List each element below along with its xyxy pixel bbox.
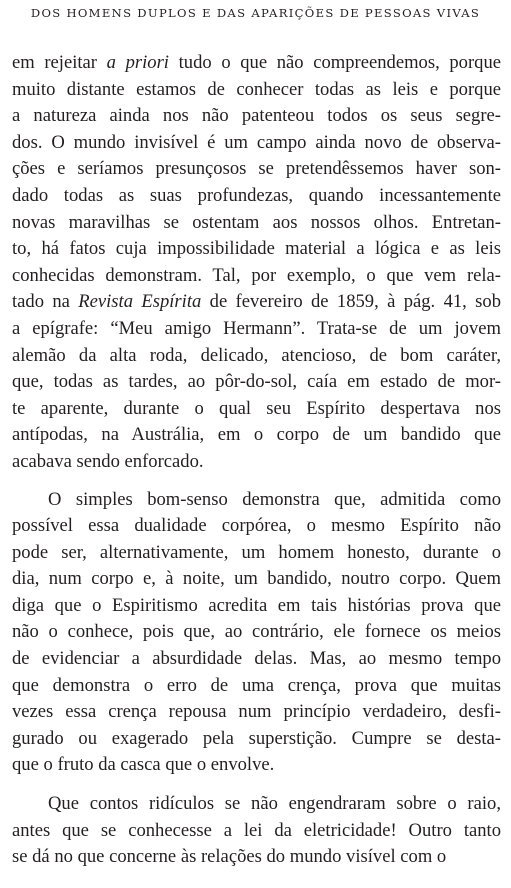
text-line bbox=[12, 646, 501, 673]
text-segment: em rejeitar bbox=[12, 52, 107, 73]
text-line bbox=[12, 487, 501, 514]
text-line bbox=[12, 156, 501, 183]
text-line bbox=[12, 50, 501, 77]
text-line bbox=[12, 818, 501, 845]
text-line bbox=[12, 422, 501, 449]
text-line bbox=[12, 566, 501, 593]
text-line bbox=[12, 236, 501, 263]
text-segment: Que contos ridículos se não engendraram sobre o raio, bbox=[48, 793, 501, 815]
text-segment: não o conhece, pois que, ao contrário, ele fornece os meios bbox=[12, 621, 501, 643]
text-line bbox=[12, 369, 501, 396]
text-segment: dia, num corpo e, à noite, um bandido, noutro corpo. Quem bbox=[12, 568, 501, 590]
text-segment: dos. O mundo invisível é um campo ainda novo de observa- bbox=[12, 131, 501, 153]
text-line bbox=[12, 726, 501, 753]
text-line bbox=[12, 396, 501, 423]
text-segment: te aparente, durante o qual seu Espírito despertava nos bbox=[12, 397, 501, 419]
text-segment: diga que o Espiritismo acredita em tais histórias prova que bbox=[12, 594, 501, 616]
italic-text: Revista Espírita bbox=[78, 291, 202, 313]
text-segment: possível essa dualidade corpórea, o mesmo Espírito não bbox=[12, 515, 501, 537]
text-segment: pode ser, alternativamente, um homem honesto, durante o bbox=[12, 541, 501, 563]
text-line bbox=[12, 289, 501, 316]
text-segment: de evidenciar a absurdidade delas. Mas, ao mesmo tempo bbox=[12, 648, 501, 670]
text-segment: muito distante estamos de conhecer todas as leis e porque bbox=[12, 78, 501, 100]
text-line bbox=[12, 791, 501, 818]
text-segment: tudo o que não compreendemos, porque bbox=[168, 52, 501, 73]
text-segment: se dá no que concerne às relações do mundo visível com o bbox=[12, 846, 447, 868]
running-head: DOS HOMENS DUPLOS E DAS APARIÇÕES DE PESSOAS VIVAS bbox=[30, 6, 481, 20]
text-line bbox=[12, 263, 501, 290]
text-line bbox=[12, 130, 501, 157]
text-segment: a epígrafe: “Meu amigo Hermann”. Trata-se de um jovem bbox=[12, 317, 501, 339]
text-segment: que, todas as tardes, ao pôr-do-sol, caía em estado de mor- bbox=[12, 371, 501, 393]
text-line bbox=[12, 103, 501, 130]
text-segment: ções e seríamos presunçosos se pretendêssemos haver son- bbox=[12, 158, 501, 180]
text-line bbox=[12, 619, 501, 646]
text-segment: de fevereiro de 1859, à pág. 41, sob bbox=[201, 291, 501, 313]
text-segment: conhecidas demonstram. Tal, por exemplo, o que vem rela- bbox=[12, 264, 501, 286]
text-line bbox=[12, 540, 501, 567]
text-segment: a natureza ainda nos não patenteou todos os seus segre- bbox=[12, 105, 501, 127]
text-segment: antípodas, na Austrália, em o corpo de um bandido que bbox=[12, 424, 501, 446]
text-segment: vezes essa crença repousa num princípio verdadeiro, desfi- bbox=[12, 701, 501, 723]
text-segment: acabava sendo enforcado. bbox=[12, 450, 204, 472]
text-line bbox=[12, 183, 501, 210]
text-line bbox=[12, 77, 501, 104]
text-line bbox=[12, 699, 501, 726]
text-segment: tado na bbox=[12, 291, 79, 313]
body-text bbox=[12, 50, 501, 871]
text-line bbox=[12, 752, 501, 779]
text-segment: O simples bom-senso demonstra que, admitida como bbox=[48, 488, 501, 510]
text-segment: antes que se conhecesse a lei da eletricidade! Outro tanto bbox=[12, 819, 501, 841]
text-segment: dado todas as suas profundezas, quando incessantemente bbox=[12, 184, 501, 206]
paragraph-2 bbox=[12, 487, 501, 780]
text-line bbox=[12, 593, 501, 620]
paragraph-1 bbox=[12, 50, 501, 476]
text-line bbox=[12, 449, 501, 476]
paragraph-3 bbox=[12, 791, 501, 871]
text-line bbox=[12, 210, 501, 237]
text-segment: to, há fatos cuja impossibilidade material a lógica e as leis bbox=[12, 238, 501, 260]
text-segment: novas maravilhas se ostentam aos nossos olhos. Entretan- bbox=[12, 211, 501, 233]
text-line bbox=[12, 343, 501, 370]
text-segment: que o fruto da casca que o envolve. bbox=[12, 754, 275, 776]
text-segment: gurado ou exagerado pela superstição. Cumpre se desta- bbox=[12, 727, 501, 749]
text-line bbox=[12, 513, 501, 540]
text-line bbox=[12, 316, 501, 343]
text-line bbox=[12, 844, 501, 871]
text-segment: alemão da alta roda, delicado, atencioso, de bom caráter, bbox=[12, 344, 501, 366]
text-line bbox=[12, 673, 501, 700]
italic-text: a priori bbox=[106, 52, 169, 73]
text-segment: que demonstra o erro de uma crença, prova que muitas bbox=[12, 674, 501, 696]
